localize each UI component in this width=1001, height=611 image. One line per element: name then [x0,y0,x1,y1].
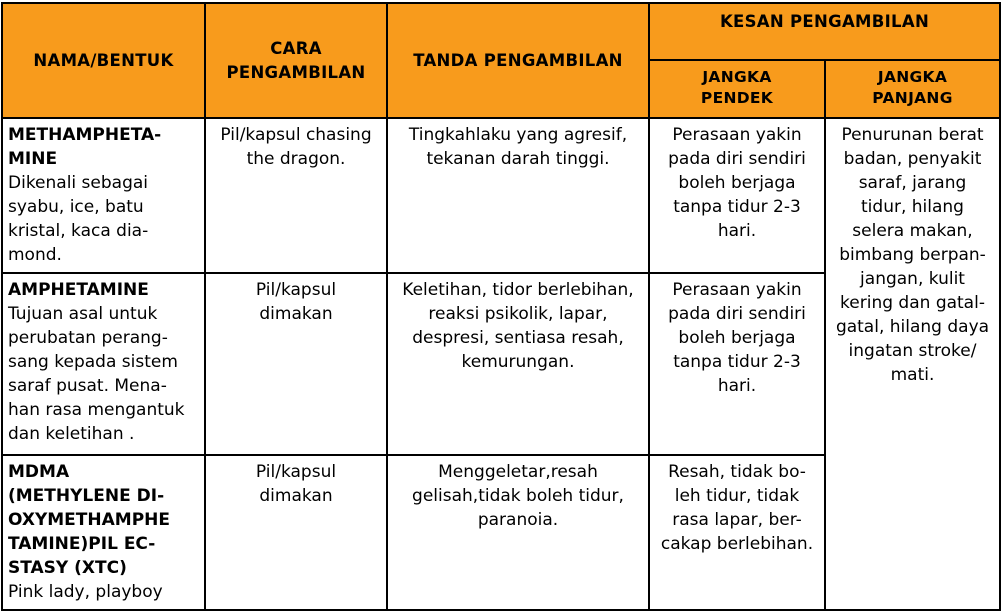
drug-desc: perubatan perang- [8,328,168,348]
header-pendek-line: PENDEK [700,89,774,107]
drug-desc: Pink lady, playboy [8,582,163,602]
cara-line: Pil/kapsul [255,462,337,482]
panjang-line: jangan, kulit [860,269,965,289]
pendek-line: pada diri sendiri [668,304,806,324]
cell-jangka-panjang [825,118,1000,610]
pendek-line: rasa lapar, ber- [672,510,802,530]
tanda-line: gelisah,tidak boleh tidur, [412,486,624,506]
cara-line: Pil/kapsul [255,280,337,300]
pendek-line: boleh berjaga [678,173,796,193]
drug-name: TAMINE)PIL EC- [8,534,156,554]
drug-desc: Dikenali sebagai [8,173,149,193]
panjang-line: selera makan, [852,221,973,241]
drug-name: STASY (XTC) [8,558,127,578]
header-pendek-line: JANGKA [702,68,772,86]
header-cara-line: PENGAMBILAN [226,62,366,82]
panjang-line: saraf, jarang [858,173,967,193]
drug-desc: saraf pusat. Mena- [8,376,167,396]
tanda-line: Keletihan, tidor berlebihan, [402,280,634,300]
tanda-line: tekanan darah tinggi. [426,149,610,169]
pendek-line: pada diri sendiri [668,149,806,169]
panjang-line: mati. [890,365,935,385]
pendek-line: tanpa tidur 2-3 [673,197,801,217]
tanda-line: reaksi psikolik, lapar, [428,304,608,324]
header-kesan-pengambilan: KESAN PENGAMBILAN [649,3,1000,60]
cell-tanda [387,455,649,610]
pendek-line: Resah, tidak bo- [668,462,806,482]
header-cara-line: CARA [270,38,322,58]
table-row [2,118,1000,273]
cell-jangka-pendek [649,118,825,273]
cell-nama [2,455,205,610]
drug-desc: mond. [8,245,62,265]
pendek-line: Perasaan yakin [672,125,802,145]
drug-name: MDMA [8,462,70,482]
panjang-line: bimbang berpan- [839,245,986,265]
drug-name: AMPHETAMINE [8,280,149,300]
panjang-line: tidur, hilang [861,197,964,217]
tanda-line: Menggeletar,resah [438,462,598,482]
pendek-line: boleh berjaga [678,328,796,348]
drug-name: MINE [8,149,58,169]
panjang-line: gatal, hilang daya [835,317,990,337]
cara-line: the dragon. [246,149,346,169]
pendek-line: cakap berlebihan. [660,534,814,554]
tanda-line: paranoia. [477,510,559,530]
header-jangka-panjang [825,60,1000,118]
cell-cara [205,455,387,610]
cell-jangka-pendek [649,273,825,455]
drug-desc: sang kepada sistem [8,352,178,372]
drug-name: OXYMETHAMPHE [8,510,170,530]
cell-nama [2,273,205,455]
drug-desc: Tujuan asal untuk [8,304,158,324]
cara-line: dimakan [259,304,333,324]
panjang-line: kering dan gatal- [840,293,985,313]
header-panjang-line: PANJANG [872,89,953,107]
header-jangka-pendek [649,60,825,118]
cell-tanda [387,273,649,455]
drug-desc: syabu, ice, batu [8,197,144,217]
drug-desc: dan keletihan . [8,424,135,444]
cara-line: dimakan [259,486,333,506]
drug-name: (METHYLENE DI- [8,486,165,506]
panjang-line: ingatan stroke/ [848,341,977,361]
tanda-line: kemurungan. [461,352,575,372]
cell-cara [205,273,387,455]
tanda-line: despresi, sentiasa resah, [412,328,624,348]
pendek-line: Perasaan yakin [672,280,802,300]
pendek-line: hari. [717,376,757,396]
pendek-line: tanpa tidur 2-3 [673,352,801,372]
cell-jangka-pendek [649,455,825,610]
panjang-line: badan, penyakit [843,149,982,169]
drug-desc: han rasa mengantuk [8,400,185,420]
pendek-line: hari. [717,221,757,241]
cell-nama [2,118,205,273]
panjang-line: Penurunan berat [841,125,984,145]
cell-cara [205,118,387,273]
header-cara-pengambilan [205,3,387,118]
pendek-line: leh tidur, tidak [674,486,800,506]
tanda-line: Tingkahlaku yang agresif, [408,125,628,145]
header-tanda-pengambilan: TANDA PENGAMBILAN [387,3,649,118]
header-nama-bentuk: NAMA/BENTUK [2,3,205,118]
header-panjang-line: JANGKA [877,68,948,86]
cara-line: Pil/kapsul chasing [220,125,372,145]
drug-name: METHAMPHETA- [8,125,162,145]
drug-info-table [1,2,1001,611]
cell-tanda [387,118,649,273]
drug-desc: kristal, kaca dia- [8,221,149,241]
